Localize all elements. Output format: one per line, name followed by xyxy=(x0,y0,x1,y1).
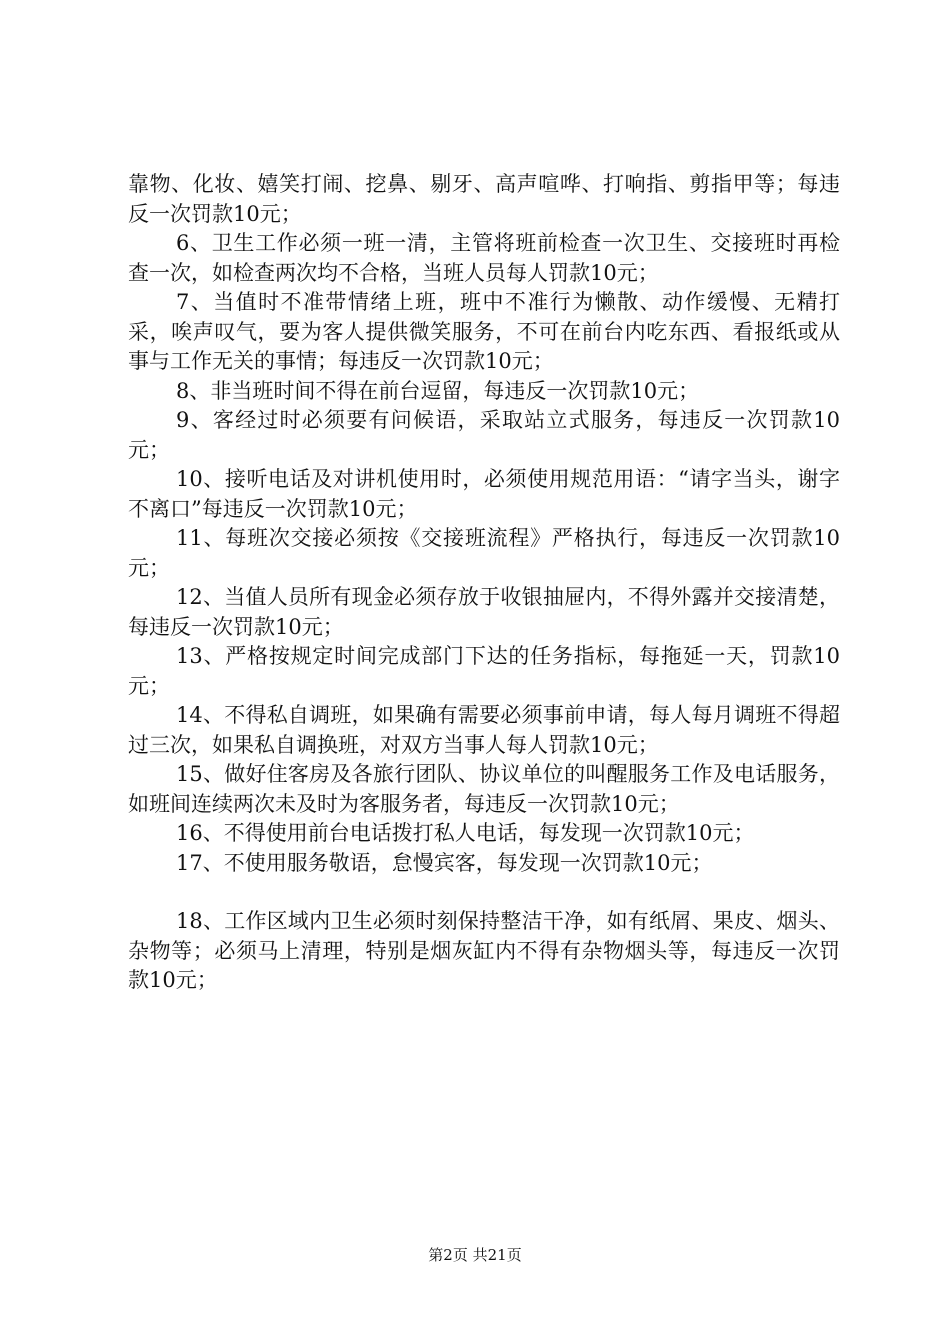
rule-item-18: 18、工作区域内卫生必须时刻保持整洁干净，如有纸屑、果皮、烟头、杂物等；必须马上清理，特别是烟灰缸内不得有杂物烟头等，每违反一次罚款10元； xyxy=(128,909,840,992)
rule-item-11: 11、每班次交接必须按《交接班流程》严格执行，每违反一次罚款10元； xyxy=(128,526,840,580)
rule-item-14: 14、不得私自调班，如果确有需要必须事前申请，每人每月调班不得超过三次，如果私自调换班，对双方当事人每人罚款10元； xyxy=(128,703,840,757)
page-footer: 第2页 共21页 xyxy=(428,1246,522,1264)
blank-line xyxy=(128,878,840,907)
rule-item-13: 13、严格按规定时间完成部门下达的任务指标，每拖延一天，罚款10元； xyxy=(128,644,840,698)
rule-item-17: 17、不使用服务敬语，怠慢宾客，每发现一次罚款10元； xyxy=(176,850,713,875)
rule-item-7: 7、当值时不准带情绪上班，班中不准行为懒散、动作缓慢、无精打采，唉声叹气，要为客人提供微笑服务，不可在前台内吃东西、看报纸或从事与工作无关的事情；每违反一次罚款10元； xyxy=(128,290,840,373)
rule-item-9: 9、客经过时必须要有问候语，采取站立式服务，每违反一次罚款10元； xyxy=(128,408,840,462)
rule-item-15: 15、做好住客房及各旅行团队、协议单位的叫醒服务工作及电话服务，如班间连续两次未及时为客服务者，每违反一次罚款10元； xyxy=(128,762,840,816)
paragraph-continuation: 靠物、化妆、嬉笑打闹、挖鼻、剔牙、高声喧哗、打响指、剪指甲等；每违反一次罚款10元； xyxy=(128,172,840,226)
document-body xyxy=(128,170,840,996)
rule-item-8: 8、非当班时间不得在前台逗留，每违反一次罚款10元； xyxy=(176,378,700,403)
rule-item-16: 16、不得使用前台电话拨打私人电话，每发现一次罚款10元； xyxy=(176,821,755,845)
rule-item-12: 12、当值人员所有现金必须存放于收银抽屉内，不得外露并交接清楚，每违反一次罚款10元； xyxy=(128,585,840,639)
rule-item-10: 10、接听电话及对讲机使用时，必须使用规范用语：“请字当头，谢字不离口”每违反一次罚款10元； xyxy=(128,467,840,521)
rule-item-6: 6、卫生工作必须一班一清，主管将班前检查一次卫生、交接班时再检查一次，如检查两次均不合格，当班人员每人罚款10元； xyxy=(128,231,840,285)
